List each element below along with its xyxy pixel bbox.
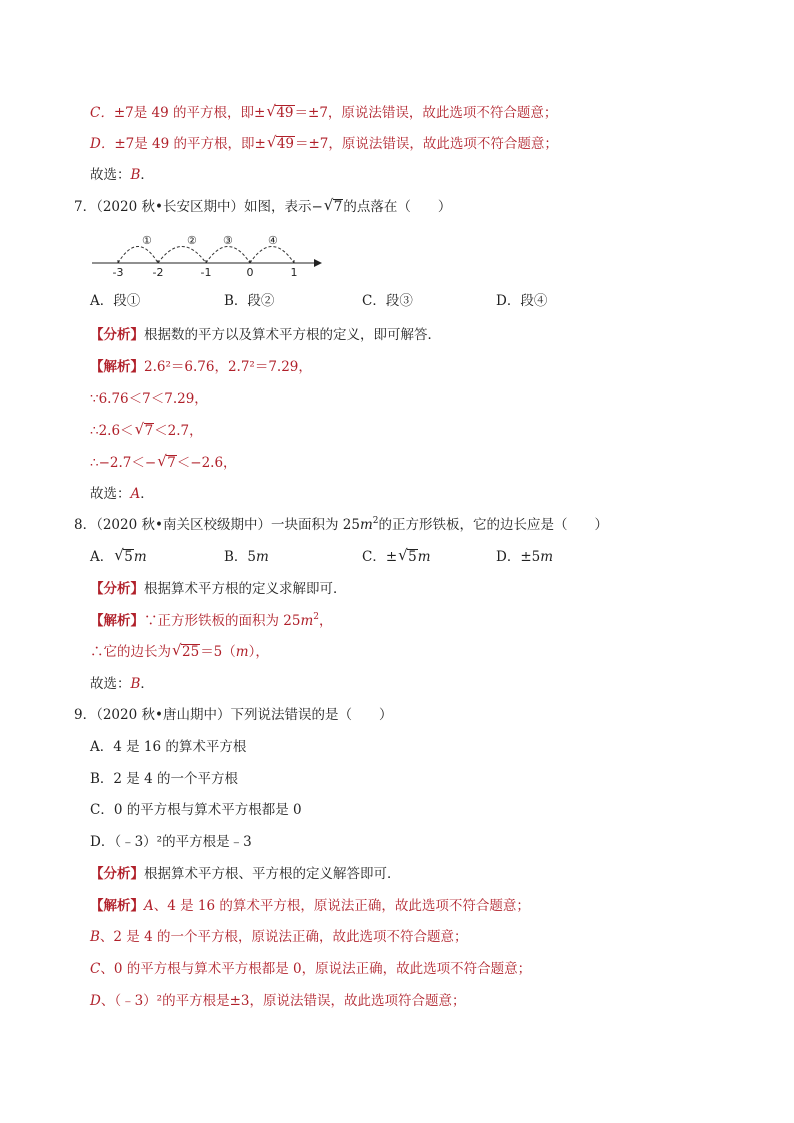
sqrt-symbol: √ 5 bbox=[114, 548, 134, 566]
q8-stem: 8．（2020 秋•南关区校级期中）一块面积为 $25m^2$的正方形铁板，它的边长应是（ ） bbox=[74, 516, 608, 533]
q7-solution: 【解析】2.6²＝6.76，2.7²＝7.29， bbox=[90, 359, 312, 375]
segment-label-3: ③ bbox=[223, 234, 233, 247]
q7-answer: 故选：A． bbox=[90, 486, 154, 502]
q8-option-c: C．±√ 5m bbox=[362, 548, 431, 566]
segment-arc-1 bbox=[118, 247, 158, 264]
segment-arc-4 bbox=[250, 247, 294, 264]
q9-solution-b: B、2 是 4 的一个平方根，原说法正确，故此选项不符合题意； bbox=[90, 929, 468, 945]
tick-label-1: 1 bbox=[290, 266, 298, 278]
sqrt-symbol: √ 7 bbox=[135, 422, 155, 440]
q9-solution-d: D、（﹣3）²的平方根是±3，原说法错误，故此选项符合题意； bbox=[90, 993, 466, 1009]
sqrt-symbol: √ 5 bbox=[398, 548, 418, 566]
q9-stem: 9．（2020 秋•唐山期中）下列说法错误的是（ ） bbox=[74, 707, 393, 723]
q7-analysis: 【分析】根据数的平方以及算术平方根的定义，即可解答． bbox=[90, 327, 441, 343]
segment-label-4: ④ bbox=[268, 234, 278, 247]
segment-arc-3 bbox=[206, 247, 250, 264]
tick-label-neg1: -1 bbox=[200, 266, 212, 278]
q7-option-a: A．段① bbox=[90, 293, 141, 309]
q7-stem: 7．（2020 秋•长安区期中）如图，表示−√ 7的点落在（ ） bbox=[74, 198, 451, 216]
q9-solution-c: C、0 的平方根与算术平方根都是 0，原说法正确，故此选项不符合题意； bbox=[90, 961, 532, 977]
q7-option-d: D．段④ bbox=[496, 293, 548, 309]
q8-answer: 故选：B． bbox=[90, 676, 154, 692]
sqrt-symbol: √ 7 bbox=[324, 198, 344, 216]
q9-option-c: C．0 的平方根与算术平方根都是 0 bbox=[90, 802, 302, 818]
sqrt-symbol: √ 7 bbox=[157, 454, 177, 472]
tick-label-neg3: -3 bbox=[112, 266, 124, 278]
segment-arc-2 bbox=[158, 247, 206, 264]
q8-option-b: B．5m bbox=[224, 549, 269, 565]
q7-option-c: C．段③ bbox=[362, 293, 413, 309]
segment-label-2: ② bbox=[187, 234, 197, 247]
q7-step-2: ∴2.6＜√ 7＜2.7， bbox=[90, 422, 203, 440]
q7-option-b: B．段② bbox=[224, 293, 275, 309]
q9-option-d: D．（﹣3）²的平方根是﹣3 bbox=[90, 834, 252, 850]
tick-label-neg2: -2 bbox=[152, 266, 164, 278]
sqrt-symbol: √ 49 bbox=[266, 104, 294, 122]
q6-answer: 故选：B． bbox=[90, 167, 154, 183]
q8-analysis: 【分析】根据算术平方根的定义求解即可． bbox=[90, 581, 347, 597]
segment-label-1: ① bbox=[142, 234, 152, 247]
q7-step-3: ∴−2.7＜−√ 7＜−2.6， bbox=[90, 454, 237, 472]
sqrt-symbol: √ 25 bbox=[172, 643, 200, 661]
q6-option-c-solution: C．±7是 49 的平方根，即±√ 49＝±7，原说法错误，故此选项不符合题意； bbox=[90, 104, 557, 122]
q8-option-a: A．√ 5m bbox=[90, 548, 147, 566]
q7-step-1: ∵6.76＜7＜7.29， bbox=[90, 391, 208, 407]
sqrt-symbol: √ 49 bbox=[267, 135, 295, 153]
number-line-figure bbox=[90, 228, 330, 278]
q6-option-d-solution: D．±7是 49 的平方根，即±√ 49＝±7，原说法错误，故此选项不符合题意； bbox=[90, 135, 558, 153]
tick-label-0: 0 bbox=[246, 266, 254, 278]
q9-option-b: B．2 是 4 的一个平方根 bbox=[90, 771, 238, 787]
q8-step-1: ∴它的边长为√ 25＝5（m）， bbox=[90, 643, 269, 661]
number-line-arrow bbox=[314, 259, 322, 267]
q9-option-a: A．4 是 16 的算术平方根 bbox=[90, 739, 247, 755]
q9-analysis: 【分析】根据算术平方根、平方根的定义解答即可． bbox=[90, 866, 401, 882]
q8-option-d: D．±5m bbox=[496, 549, 554, 565]
q9-solution-a: 【解析】A、4 是 16 的算术平方根，原说法正确，故此选项不符合题意； bbox=[90, 898, 530, 914]
q8-solution: 【解析】∵正方形铁板的面积为 $25m^2$， bbox=[90, 612, 333, 629]
